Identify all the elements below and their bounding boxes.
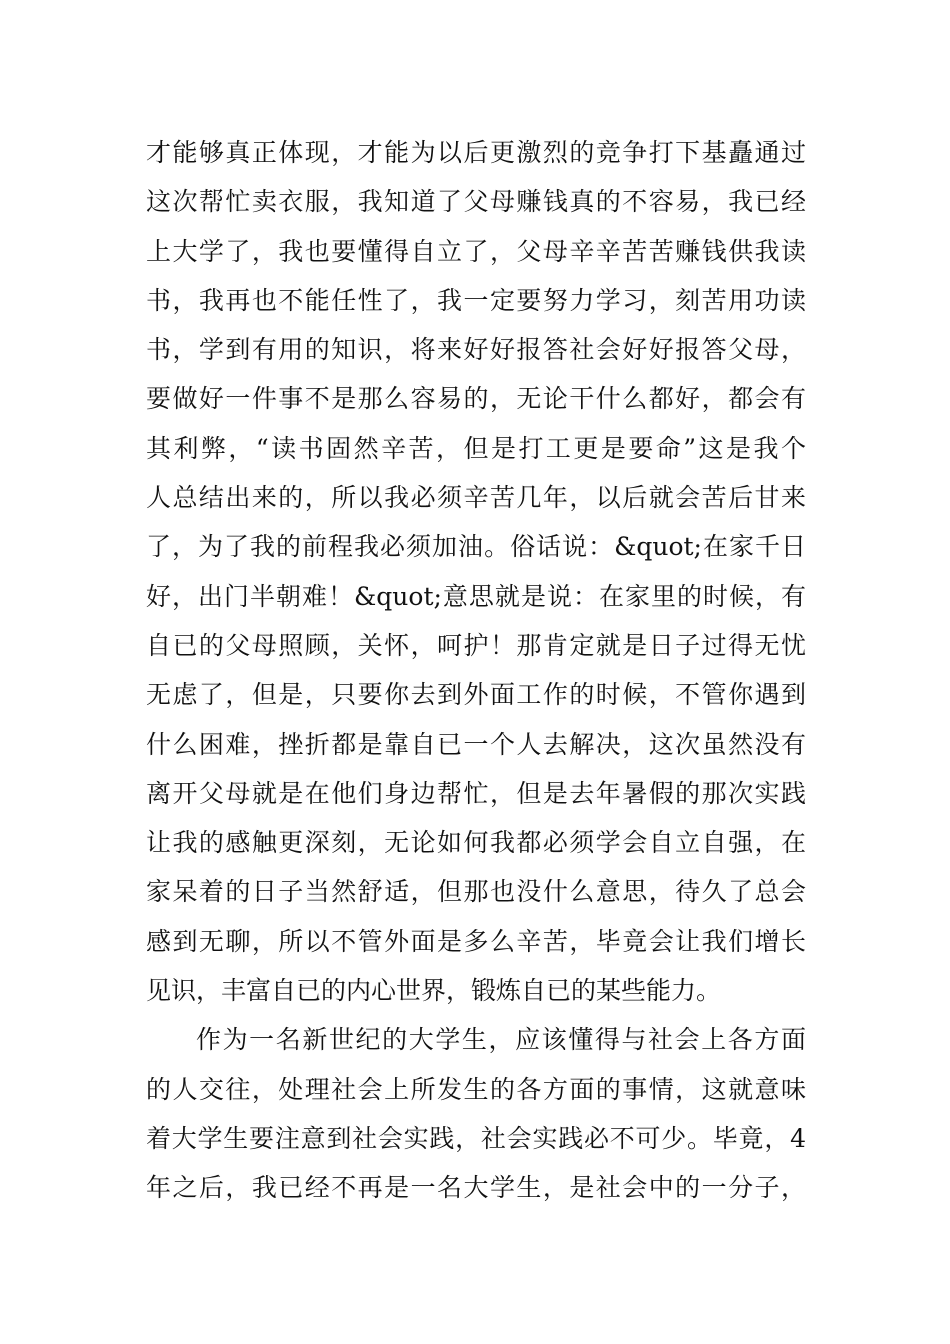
text-line: 家呆着的日子当然舒适，但那也没什么意思，待久了总会 bbox=[146, 877, 806, 907]
text-line: 自已的父母照顾，关怀，呵护！那肯定就是日子过得无忧 bbox=[146, 630, 806, 660]
text-line: 上大学了，我也要懂得自立了，父母辛辛苦苦赚钱供我读 bbox=[146, 236, 806, 266]
text-line: 无虑了，但是，只要你去到外面工作的时候，不管你遇到 bbox=[146, 680, 806, 710]
text-line: 年之后，我已经不再是一名大学生，是社会中的一分子， bbox=[146, 1173, 806, 1203]
text-line: 感到无聊，所以不管外面是多么辛苦，毕竟会让我们增长 bbox=[146, 926, 806, 956]
text-line: 其利弊，“读书固然辛苦，但是打工更是要命”这是我个 bbox=[146, 433, 806, 463]
text-line: 什么困难，挫折都是靠自已一个人去解决，这次虽然没有 bbox=[146, 729, 806, 759]
text-line: 人总结出来的，所以我必须辛苦几年，以后就会苦后甘来 bbox=[146, 483, 806, 513]
body-text bbox=[146, 128, 806, 1213]
text-line: 着大学生要注意到社会实践，社会实践必不可少。毕竟，4 bbox=[146, 1123, 806, 1153]
text-line: 书，学到有用的知识，将来好好报答社会好好报答父母， bbox=[146, 335, 806, 365]
text-line: 要做好一件事不是那么容易的，无论干什么都好，都会有 bbox=[146, 384, 806, 414]
text-line: 好，出门半朝难！&quot;意思就是说：在家里的时候，有 bbox=[146, 581, 806, 611]
paragraph-first-line: 作为一名新世纪的大学生，应该懂得与社会上各方面 bbox=[196, 1025, 806, 1055]
text-line: 书，我再也不能任性了，我一定要努力学习，刻苦用功读 bbox=[146, 285, 806, 315]
text-line: 才能够真正体现，才能为以后更激烈的竞争打下基矗通过 bbox=[146, 138, 806, 167]
text-line: 让我的感触更深刻，无论如何我都必须学会自立自强，在 bbox=[146, 828, 806, 858]
paragraph-last-line: 见识，丰富自已的内心世界，锻炼自已的某些能力。 bbox=[146, 976, 722, 1006]
text-line: 离开父母就是在他们身边帮忙，但是去年暑假的那次实践 bbox=[146, 778, 806, 808]
text-line: 这次帮忙卖衣服，我知道了父母赚钱真的不容易，我已经 bbox=[146, 187, 806, 217]
text-line: 的人交往，处理社会上所发生的各方面的事情，这就意味 bbox=[146, 1074, 806, 1104]
text-line: 了，为了我的前程我必须加油。俗话说：&quot;在家千日 bbox=[146, 532, 806, 562]
